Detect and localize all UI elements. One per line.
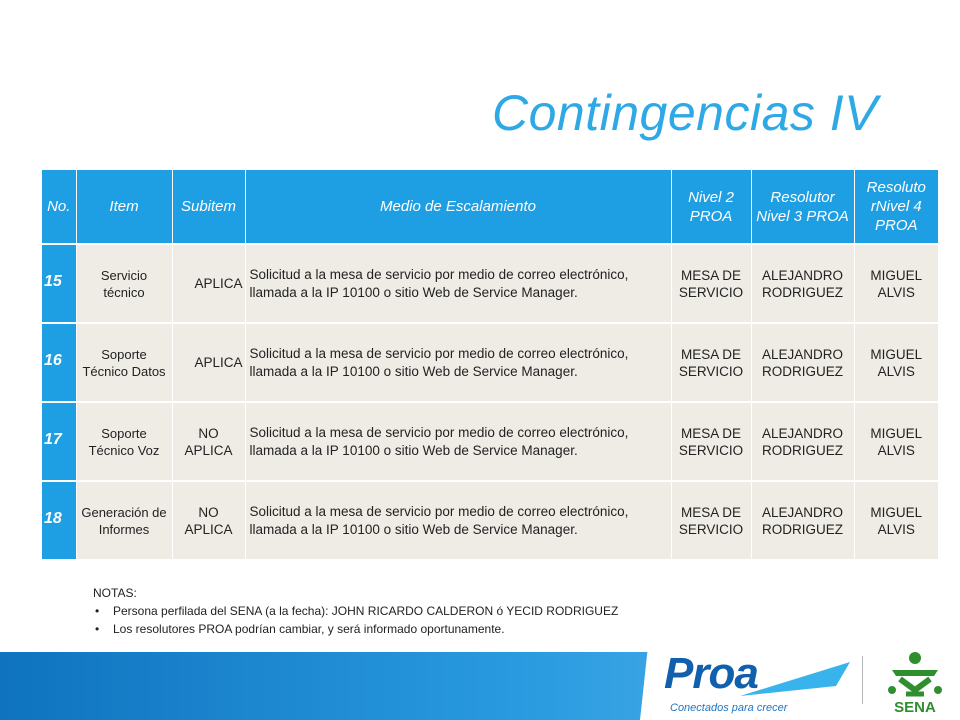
table-row bbox=[42, 244, 938, 323]
row-nivel4: MIGUEL ALVIS bbox=[854, 244, 938, 323]
table-row bbox=[42, 481, 938, 559]
header-nivel4: Resoluto rNivel 4 PROA bbox=[854, 170, 938, 244]
row-nivel2: MESA DE SERVICIO bbox=[671, 402, 751, 481]
row-nivel3: ALEJANDRO RODRIGUEZ bbox=[751, 481, 854, 559]
row-nivel4: MIGUEL ALVIS bbox=[854, 323, 938, 402]
table-row bbox=[42, 323, 938, 402]
notes-section bbox=[93, 584, 618, 638]
row-subitem: NO APLICA bbox=[172, 402, 245, 481]
row-nivel3: ALEJANDRO RODRIGUEZ bbox=[751, 402, 854, 481]
table-row bbox=[42, 402, 938, 481]
header-subitem: Subitem bbox=[172, 170, 245, 244]
row-subitem: NO APLICA bbox=[172, 481, 245, 559]
row-nivel2: MESA DE SERVICIO bbox=[671, 323, 751, 402]
sena-logo bbox=[880, 650, 950, 716]
row-item: Generación de Informes bbox=[76, 481, 172, 559]
footer-logos bbox=[640, 646, 960, 720]
row-nivel3: ALEJANDRO RODRIGUEZ bbox=[751, 323, 854, 402]
note-item: • Persona perfilada del SENA (a la fecha): JOHN RICARDO CALDERON ó YECID RODRIGUEZ bbox=[93, 602, 618, 620]
row-nivel4: MIGUEL ALVIS bbox=[854, 481, 938, 559]
row-nivel3: ALEJANDRO RODRIGUEZ bbox=[751, 244, 854, 323]
row-medio: Solicitud a la mesa de servicio por medio de correo electrónico, llamada a la IP 10100 o sitio Web de Service Manager. bbox=[245, 402, 671, 481]
header-nivel3: Resolutor Nivel 3 PROA bbox=[751, 170, 854, 244]
note-item: • Los resolutores PROA podrían cambiar, y será informado oportunamente. bbox=[93, 620, 618, 638]
logo-divider bbox=[862, 656, 863, 704]
page-title: Contingencias IV bbox=[492, 85, 879, 141]
proa-slogan: Conectados para crecer bbox=[670, 702, 788, 714]
contingency-table bbox=[42, 170, 938, 559]
row-nivel2: MESA DE SERVICIO bbox=[671, 481, 751, 559]
notes-heading: NOTAS: bbox=[93, 586, 137, 600]
row-nivel2: MESA DE SERVICIO bbox=[671, 244, 751, 323]
row-medio: Solicitud a la mesa de servicio por medio de correo electrónico, llamada a la IP 10100 o sitio Web de Service Manager. bbox=[245, 244, 671, 323]
row-medio: Solicitud a la mesa de servicio por medio de correo electrónico, llamada a la IP 10100 o sitio Web de Service Manager. bbox=[245, 323, 671, 402]
row-medio: Solicitud a la mesa de servicio por medio de correo electrónico, llamada a la IP 10100 o sitio Web de Service Manager. bbox=[245, 481, 671, 559]
notes-list bbox=[93, 602, 618, 638]
row-nivel4: MIGUEL ALVIS bbox=[854, 402, 938, 481]
sena-logo-text: SENA bbox=[894, 699, 936, 716]
row-item: Soporte Técnico Voz bbox=[76, 402, 172, 481]
header-no: No. bbox=[42, 170, 76, 244]
row-subitem: APLICA bbox=[172, 244, 245, 323]
row-number: 17 bbox=[42, 402, 76, 481]
row-item: Soporte Técnico Datos bbox=[76, 323, 172, 402]
header-item: Item bbox=[76, 170, 172, 244]
row-number: 15 bbox=[42, 244, 76, 323]
header-medio: Medio de Escalamiento bbox=[245, 170, 671, 244]
proa-logo: Proa bbox=[664, 649, 758, 698]
table-header-row bbox=[42, 170, 938, 244]
row-subitem: APLICA bbox=[172, 323, 245, 402]
row-item: Servicio técnico bbox=[76, 244, 172, 323]
row-number: 18 bbox=[42, 481, 76, 559]
header-nivel2: Nivel 2 PROA bbox=[671, 170, 751, 244]
row-number: 16 bbox=[42, 323, 76, 402]
